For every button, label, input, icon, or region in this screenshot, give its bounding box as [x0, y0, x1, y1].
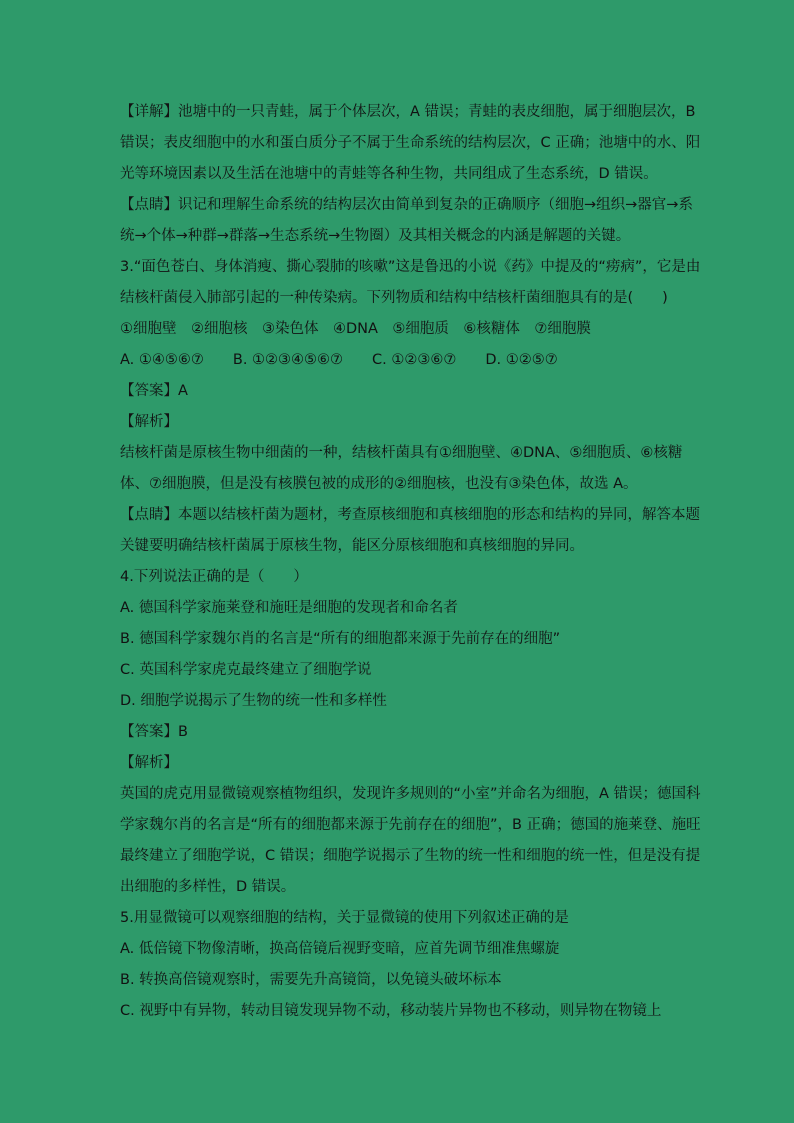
question-4-analysis-heading: 【解析】 — [120, 755, 178, 771]
question-4-option-b: B. 德国科学家魏尔肖的名言是“所有的细胞都来源于先前存在的细胞” — [120, 631, 561, 647]
key-point-line-2: 统→个体→种群→群落→生态系统→生物圈）及其相关概念的内涵是解题的关键。 — [120, 228, 631, 244]
question-4-analysis-line-3: 最终建立了细胞学说，C 错误；细胞学说揭示了生物的统一性和细胞的统一性，但是没有提 — [120, 848, 701, 864]
question-4-option-d: D. 细胞学说揭示了生物的统一性和多样性 — [120, 693, 387, 709]
explanation-line-3: 光等环境因素以及生活在池塘中的青蛙等各种生物，共同组成了生态系统，D 错误。 — [120, 166, 658, 182]
question-4-option-c: C. 英国科学家虎克最终建立了细胞学说 — [120, 662, 372, 678]
question-3-analysis-heading: 【解析】 — [120, 414, 178, 430]
question-3-stem-line-1: 3.“面色苍白、身体消瘦、撕心裂肺的咳嗽”这是鲁迅的小说《药》中提及的“痨病”，它是由 — [120, 259, 701, 275]
question-4-answer: 【答案】B — [120, 724, 188, 740]
question-3-analysis-line-1: 结核杆菌是原核生物中细菌的一种，结核杆菌具有①细胞壁、④DNA、⑤细胞质、⑥核糖 — [120, 445, 683, 461]
question-5-option-c: C. 视野中有异物，转动目镜发现异物不动，移动装片异物也不移动，则异物在物镜上 — [120, 1003, 662, 1019]
question-3-key-point-line-1: 【点睛】本题以结核杆菌为题材，考查原核细胞和真核细胞的形态和结构的异同，解答本题 — [120, 507, 700, 523]
question-5-option-a: A. 低倍镜下物像清晰，换高倍镜后视野变暗，应首先调节细准焦螺旋 — [120, 941, 560, 957]
explanation-line-2: 错误；表皮细胞中的水和蛋白质分子不属于生命系统的结构层次，C 正确；池塘中的水、阳 — [120, 135, 701, 151]
question-4-analysis-line-2: 学家魏尔肖的名言是“所有的细胞都来源于先前存在的细胞”，B 正确；德国的施莱登、施旺 — [120, 817, 701, 833]
explanation-line-1: 【详解】池塘中的一只青蛙，属于个体层次，A 错误；青蛙的表皮细胞，属于细胞层次，B — [120, 104, 696, 120]
question-5-option-b: B. 转换高倍镜观察时，需要先升高镜筒，以免镜头破坏标本 — [120, 972, 502, 988]
question-3-answer: 【答案】A — [120, 383, 188, 399]
question-4-stem: 4.下列说法正确的是（ ） — [120, 569, 308, 585]
question-4-option-a: A. 德国科学家施莱登和施旺是细胞的发现者和命名者 — [120, 600, 458, 616]
question-3-stem-line-2: 结核杆菌侵入肺部引起的一种传染病。下列物质和结构中结核杆菌细胞具有的是( ) — [120, 290, 668, 306]
question-5-stem: 5.用显微镜可以观察细胞的结构，关于显微镜的使用下列叙述正确的是 — [120, 910, 569, 926]
question-3-options: A. ①④⑤⑥⑦ B. ①②③④⑤⑥⑦ C. ①②③⑥⑦ D. ①②⑤⑦ — [120, 352, 558, 368]
question-3-items: ①细胞壁 ②细胞核 ③染色体 ④DNA ⑤细胞质 ⑥核糖体 ⑦细胞膜 — [120, 321, 591, 337]
question-3-key-point-line-2: 关键要明确结核杆菌属于原核生物，能区分原核细胞和真核细胞的异同。 — [120, 538, 584, 554]
question-3-analysis-line-2: 体、⑦细胞膜，但是没有核膜包被的成形的②细胞核，也没有③染色体，故选 A。 — [120, 476, 638, 492]
question-4-analysis-line-1: 英国的虎克用显微镜观察植物组织，发现许多规则的“小室”并命名为细胞，A 错误；德国科 — [120, 786, 701, 802]
question-4-analysis-line-4: 出细胞的多样性，D 错误。 — [120, 879, 296, 895]
key-point-line-1: 【点睛】识记和理解生命系统的结构层次由简单到复杂的正确顺序（细胞→组织→器官→系 — [120, 197, 693, 213]
